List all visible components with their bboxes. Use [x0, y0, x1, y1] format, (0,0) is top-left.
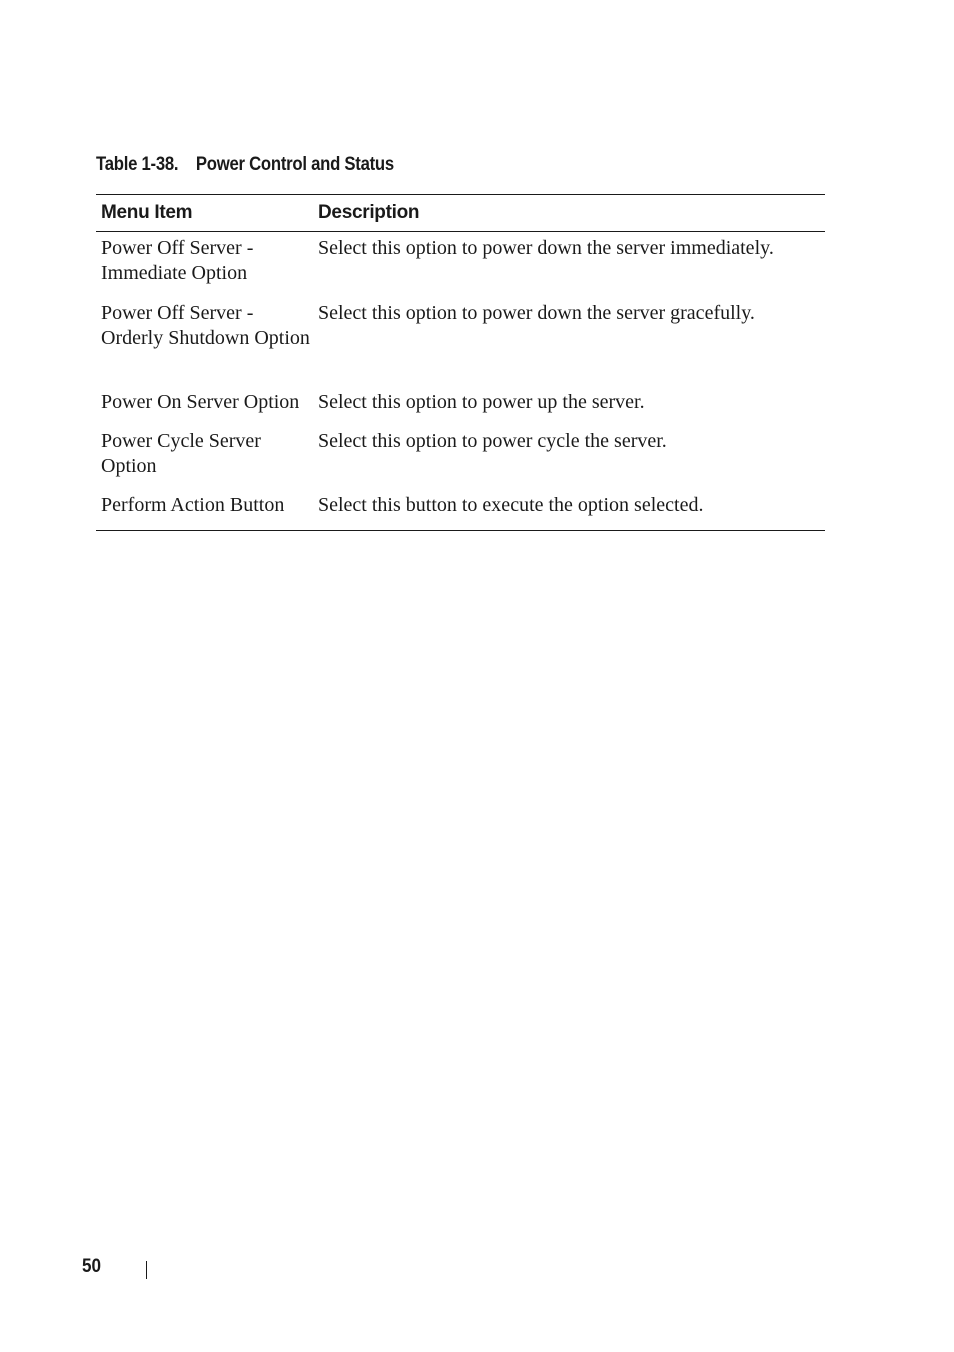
table-header-row: [96, 195, 825, 232]
menu-item-cell: Perform Action Button: [101, 494, 285, 516]
menu-item-cell: Power Cycle Server Option: [101, 430, 261, 477]
description-cell: Select this button to execute the option selected.: [318, 494, 704, 516]
power-control-table: [96, 194, 825, 531]
table-row: [96, 490, 825, 530]
table-title: Power Control and Status: [195, 154, 394, 175]
footer-divider: [146, 1261, 147, 1279]
menu-item-cell: Power On Server Option: [101, 391, 300, 413]
description-cell: Select this option to power down the server immediately.: [318, 237, 774, 259]
page-number: 50: [82, 1256, 102, 1277]
menu-item-cell: Power Off Server - Orderly Shutdown Option: [101, 302, 310, 349]
table-caption: [96, 154, 394, 176]
table-number: Table 1-38.: [96, 154, 179, 175]
description-cell: Select this option to power cycle the server.: [318, 430, 667, 452]
table-row: [96, 426, 825, 490]
description-cell: Select this option to power down the server gracefully.: [318, 302, 755, 324]
table-row: [96, 297, 825, 388]
menu-item-cell: Power Off Server - Immediate Option: [101, 237, 254, 284]
description-cell: Select this option to power up the server.: [318, 391, 645, 413]
header-cell-description: Description: [318, 202, 420, 223]
header-cell-menu-item: Menu Item: [101, 202, 193, 223]
table-row: [96, 388, 825, 426]
table-row: [96, 232, 825, 297]
